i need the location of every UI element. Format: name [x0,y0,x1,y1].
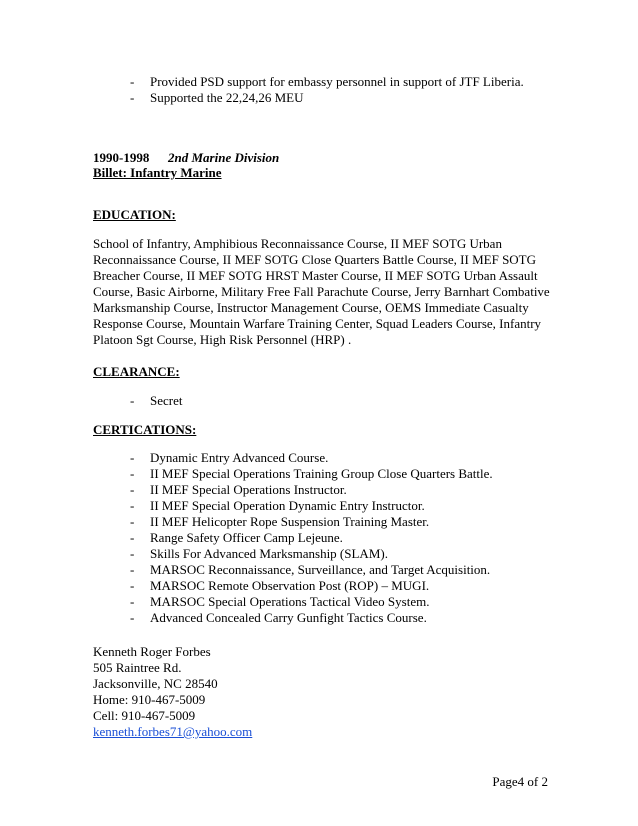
education-line: Reconnaissance Course, II MEF SOTG Close Quarters Battle Course, II MEF SOTG [93,252,537,267]
bullet-dash: - [130,90,135,105]
list-item [130,393,182,409]
bullet-text: Advanced Concealed Carry Gunfight Tactics Course. [150,610,427,625]
bullet-text: II MEF Special Operation Dynamic Entry Instructor. [150,498,425,513]
education-paragraph [93,236,553,348]
bullet-dash: - [130,450,135,465]
contact-city: Jacksonville, NC 28540 [93,676,218,691]
contact-cell-phone: Cell: 910-467-5009 [93,708,196,723]
bullet-text: Skills For Advanced Marksmanship (SLAM). [150,546,388,561]
bullet-dash: - [130,466,135,481]
job-organization: 2nd Marine Division [168,150,280,165]
bullet-text: II MEF Helicopter Rope Suspension Training Master. [150,514,430,529]
bullet-dash: - [130,514,135,529]
list-item [130,578,493,594]
list-item [130,90,524,106]
list-item [130,546,493,562]
job-heading [93,150,279,166]
list-item [130,450,493,466]
education-line: Marksmanship Course, Instructor Management Course, OEMS Immediate Casualty [93,300,529,315]
bullet-dash: - [130,610,135,625]
contact-home-phone: Home: 910-467-5009 [93,692,206,707]
bullet-text: MARSOC Remote Observation Post (ROP) – MUGI. [150,578,430,593]
bullet-dash: - [130,562,135,577]
job-years: 1990-1998 [93,150,150,165]
bullet-dash: - [130,530,135,545]
contact-name: Kenneth Roger Forbes [93,644,211,659]
contact-street: 505 Raintree Rd. [93,660,182,675]
bullet-text: MARSOC Reconnaissance, Surveillance, and Target Acquisition. [150,562,491,577]
bullet-dash: - [130,482,135,497]
job-billet: Billet: Infantry Marine [93,165,222,180]
certifications-list [130,450,493,626]
education-line: Course, Basic Airborne, Military Free Fall Parachute Course, Jerry Barnhart Combative [93,284,550,299]
certifications-heading: CERTICATIONS: [93,422,197,437]
list-item [130,498,493,514]
education-line: Platoon Sgt Course, High Risk Personnel (HRP) . [93,332,352,347]
list-item [130,562,493,578]
clearance-list [130,393,182,409]
bullet-text: II MEF Special Operations Training Group Close Quarters Battle. [150,466,493,481]
list-item [130,466,493,482]
list-item [130,530,493,546]
list-item [130,610,493,626]
list-item [130,594,493,610]
bullet-dash: - [130,578,135,593]
education-line: Breacher Course, II MEF SOTG HRST Master Course, II MEF SOTG Urban Assault [93,268,538,283]
contact-block [93,644,252,740]
list-item [130,514,493,530]
bullet-dash: - [130,594,135,609]
clearance-heading: CLEARANCE: [93,364,180,379]
education-line: School of Infantry, Amphibious Reconnaissance Course, II MEF SOTG Urban [93,236,502,251]
list-item [130,74,524,90]
list-item [130,482,493,498]
bullet-dash: - [130,74,135,89]
education-line: Response Course, Mountain Warfare Training Center, Squad Leaders Course, Infantry [93,316,542,331]
bullet-text: MARSOC Special Operations Tactical Video System. [150,594,430,609]
bullet-text: Secret [150,393,183,408]
bullet-text: Supported the 22,24,26 MEU [150,90,304,105]
bullet-dash: - [130,546,135,561]
bullet-text: Provided PSD support for embassy personnel in support of JTF Liberia. [150,74,524,89]
bullet-dash: - [130,393,135,408]
page-number: Page4 of 2 [492,774,548,789]
bullet-text: II MEF Special Operations Instructor. [150,482,347,497]
bullet-text: Range Safety Officer Camp Lejeune. [150,530,343,545]
education-heading: EDUCATION: [93,207,176,222]
contact-email-link[interactable]: kenneth.forbes71@yahoo.com [93,724,253,739]
bullet-dash: - [130,498,135,513]
experience-bullet-list [130,74,524,106]
bullet-text: Dynamic Entry Advanced Course. [150,450,329,465]
